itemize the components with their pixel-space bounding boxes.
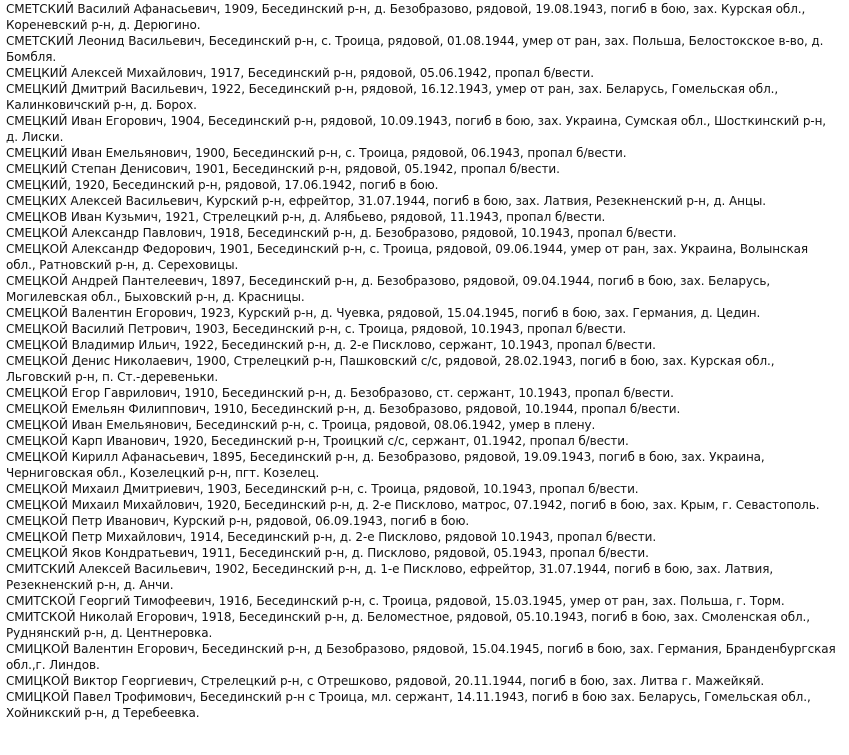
list-item: СМЕЦКИЙ Степан Денисович, 1901, Бесединский р-н, рядовой, 05.1942, пропал б/вести.	[6, 162, 560, 176]
list-item: СМЕЦКИЙ Алексей Михайлович, 1917, Бесединский р-н, рядовой, 05.06.1942, пропал б/вести.	[6, 66, 594, 80]
list-item: СМЕЦКОЙ Василий Петрович, 1903, Бесединский р-н, с. Троица, рядовой, 10.1943, пропал б/вести.	[6, 322, 627, 336]
list-item: СМИТСКОЙ Николай Егорович, 1918, Бесединский р-н, д. Беломестное, рядовой, 05.10.1943, погиб в бою, зах. Смоленская обл., Руднянский р-н, д. Центнеровка.	[6, 610, 810, 640]
list-item: СМЕЦКИЙ Иван Егорович, 1904, Бесединский р-н, рядовой, 10.09.1943, погиб в бою, зах. Украина, Сумская обл., Шосткинский р-н, д. Лиски.	[6, 114, 827, 144]
list-item: СМЕТСКИЙ Василий Афанасьевич, 1909, Бесединский р-н, д. Безобразово, рядовой, 19.08.1943, погиб в бою, зах. Курская обл., Кореневский р-н, д. Дерюгино.	[6, 2, 806, 32]
list-item: СМЕЦКОЙ Петр Михайлович, 1914, Бесединский р-н, д. 2-е Писклово, рядовой 10.1943, пропал б/вести.	[6, 530, 657, 544]
list-item: СМЕЦКОЙ Яков Кондратьевич, 1911, Бесединский р-н, д. Писклово, рядовой, 05.1943, пропал б/вести.	[6, 546, 649, 560]
list-item: СМИЦКОЙ Виктор Георгиевич, Стрелецкий р-н, с Отрешково, рядовой, 20.11.1944, погиб в бою, зах. Литва г. Мажейкяй.	[6, 674, 765, 688]
list-item: СМЕЦКИЙ Иван Емельянович, 1900, Бесединский р-н, с. Троица, рядовой, 06.1943, пропал б/вести.	[6, 146, 627, 160]
memorial-entry-list	[6, 1, 836, 721]
list-item: СМЕЦКИЙ Дмитрий Васильевич, 1922, Бесединский р-н, рядовой, 16.12.1943, умер от ран, зах. Беларусь, Гомельская обл., Калинковичский р-н, д. Борох.	[6, 82, 779, 112]
list-item: СМЕЦКИХ Алексей Васильевич, Курский р-н, ефрейтор, 31.07.1944, погиб в бою, зах. Латвия, Резекненский р-н, д. Анцы.	[6, 194, 766, 208]
list-item: СМЕЦКОЙ Петр Иванович, Курский р-н, рядовой, 06.09.1943, погиб в бою.	[6, 514, 470, 528]
list-item: СМЕЦКОЙ Егор Гаврилович, 1910, Бесединский р-н, д. Безобразово, ст. сержант, 10.1943, пропал б/вести.	[6, 386, 674, 400]
list-item: СМЕЦКОЙ Александр Федорович, 1901, Бесединский р-н, с. Троица, рядовой, 09.06.1944, умер от ран, зах. Украина, Волынская обл., Ратновский р-н, д. Сереховицы.	[6, 242, 808, 272]
list-item: СМЕЦКОЙ Иван Емельянович, Бесединский р-н, с. Троица, рядовой, 08.06.1942, умер в плену.	[6, 418, 596, 432]
list-item: СМИЦКОЙ Павел Трофимович, Бесединский р-н с Троица, мл. сержант, 14.11.1943, погиб в бою зах. Беларусь, Гомельская обл., Хойникский р-н, д Теребеевка.	[6, 690, 811, 720]
list-item: СМЕЦКОЙ Михаил Михайлович, 1920, Бесединский р-н, д. 2-е Писклово, матрос, 07.1942, погиб в бою, зах. Крым, г. Севастополь.	[6, 498, 820, 512]
list-item: СМЕЦКОЙ Александр Павлович, 1918, Бесединский р-н, д. Безобразово, рядовой, 10.1943, пропал б/вести.	[6, 226, 677, 240]
list-item: СМЕЦКОЙ Денис Николаевич, 1900, Стрелецкий р-н, Пашковский с/с, рядовой, 28.02.1943, погиб в бою, зах. Курская обл., Льговский р-н, п. Ст.-деревеньки.	[6, 354, 775, 384]
list-item: СМЕЦКОЙ Кирилл Афанасьевич, 1895, Бесединский р-н, д. Безобразово, рядовой, 19.09.1943, погиб в бою, зах. Украина, Черниговская обл., Козелецкий р-н, пгт. Козелец.	[6, 450, 765, 480]
list-item: СМИТСКОЙ Георгий Тимофеевич, 1916, Бесединский р-н, с. Троица, рядовой, 15.03.1945, умер от ран, зах. Польша, г. Торм.	[6, 594, 785, 608]
list-item: СМЕЦКОЙ Владимир Ильич, 1922, Бесединский р-н, д. 2-е Писклово, сержант, 10.1943, пропал б/вести.	[6, 338, 656, 352]
list-item: СМЕТСКИЙ Леонид Васильевич, Бесединский р-н, с. Троица, рядовой, 01.08.1944, умер от ран, зах. Польша, Белостокское в-во, д. Бомбля.	[6, 34, 824, 64]
list-item: СМЕЦКОЙ Валентин Егорович, 1923, Курский р-н, д. Чуевка, рядовой, 15.04.1945, погиб в бою, зах. Германия, д. Цедин.	[6, 306, 761, 320]
list-item: СМЕЦКИЙ, 1920, Бесединский р-н, рядовой, 17.06.1942, погиб в бою.	[6, 178, 439, 192]
list-item: СМЕЦКОЙ Андрей Пантелеевич, 1897, Бесединский р-н, д. Безобразово, рядовой, 09.04.1944, погиб в бою, зах. Беларусь, Могилевская обл., Быховский р-н, д. Красницы.	[6, 274, 771, 304]
list-item: СМЕЦКОЙ Михаил Дмитриевич, 1903, Бесединский р-н, с. Троица, рядовой, 10.1943, пропал б/вести.	[6, 482, 639, 496]
list-item: СМЕЦКОВ Иван Кузьмич, 1921, Стрелецкий р-н, д. Алябьево, рядовой, 11.1943, пропал б/вести.	[6, 210, 606, 224]
list-item: СМИЦКОЙ Валентин Егорович, Бесединский р-н, д Безобразово, рядовой, 15.04.1945, погиб в бою, зах. Германия, Бранденбургская обл.,г. Линдов.	[6, 642, 836, 672]
list-item: СМЕЦКОЙ Карп Иванович, 1920, Бесединский р-н, Троицкий с/с, сержант, 01.1942, пропал б/вести.	[6, 434, 629, 448]
list-item: СМИТСКИЙ Алексей Васильевич, 1902, Бесединский р-н, д. 1-е Писклово, ефрейтор, 31.07.1944, погиб в бою, зах. Латвия, Резекненский р-н, д. Анчи.	[6, 562, 774, 592]
list-item: СМЕЦКОЙ Емельян Филиппович, 1910, Бесединский р-н, д. Безобразово, рядовой, 10.1944, пропал б/вести.	[6, 402, 681, 416]
